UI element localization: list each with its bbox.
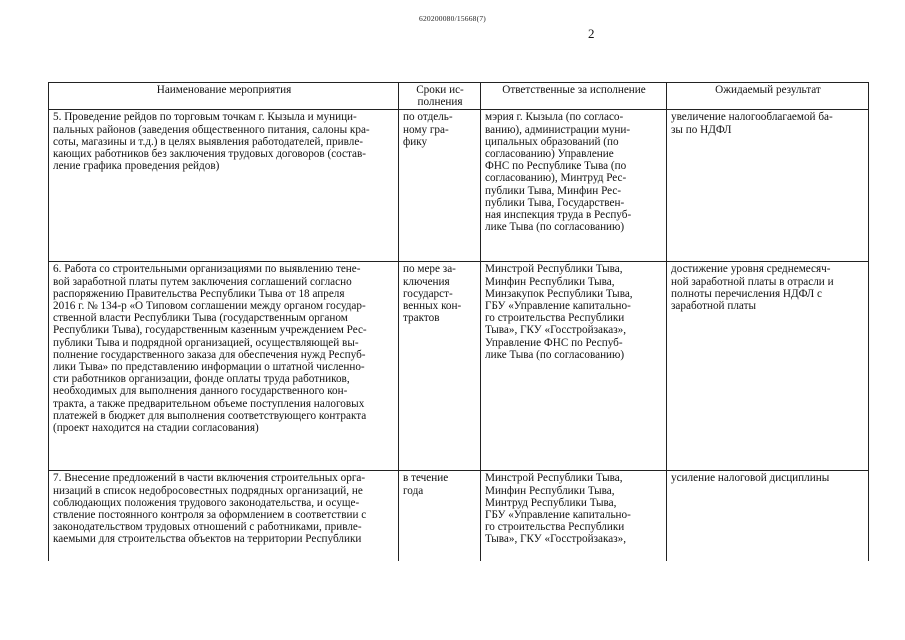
measures-table [48, 82, 869, 561]
table-header-row [49, 83, 869, 110]
result-cell: увеличение налогооблагаемой ба- зы по НДФЛ [667, 110, 869, 262]
header-responsible: Ответственные за исполнение [481, 83, 667, 110]
header-expected-result: Ожидаемый результат [667, 83, 869, 110]
responsible-cell: мэрия г. Кызыла (по согласо- ванию), администрации муни- ципальных образований (по согласованию) Управление ФНС по Республике Тыва (по согласованию), Минтруд Рес- публики Тыва, Минфин Рес- публики Тыва, Государствен- ная инспекция труда в Респуб- лике Тыва (по согласованию) [481, 110, 667, 262]
table-row [49, 262, 869, 471]
deadline-cell: в течение года [399, 471, 481, 561]
measure-cell: 6. Работа со строительными организациями по выявлению тене- вой заработной платы путем заключения соглашений согласно распоряжению Правительства Республики Тыва от 18 апреля 2016 г. № 134-р «О Типовом соглашении между органом государ- ственной власти Республики Тыва (государственным органом Республики Тыва), государственным казенным учреждением Рес- публики Тыва и подрядной организацией, осуществляющей вы- полнение государственного заказа для обеспечения нужд Респуб- лики Тыва» по представлению информации о штатной численно- сти работников организации, фонде оплаты труда работников, необходимых для выполнения данного государственного кон- тракта, а также предварительном объеме поступления налоговых платежей в бюджет для выполнения соответствующего контракта (проект находится на стадии согласования) [49, 262, 399, 471]
header-deadline: Сроки ис- полнения [399, 83, 481, 110]
measure-cell: 7. Внесение предложений в части включения строительных орга- низаций в список недобросовестных подрядных организаций, не соблюдающих положения трудового законодательства, и осуще- ствление постоянного контроля за оформлением в соответствии с законодательством трудовых отношений с работниками, привле- каемыми для строительства объектов на территории Республики [49, 471, 399, 561]
header-measure-name: Наименование мероприятия [49, 83, 399, 110]
table-row [49, 110, 869, 262]
measure-cell: 5. Проведение рейдов по торговым точкам г. Кызыла и муници- пальных районов (заведения общественного питания, салоны кра- соты, магазины и т.д.) в целях выявления работодателей, привле- кающих работников без заключения трудовых договоров (состав- ление графика проведения рейдов) [49, 110, 399, 262]
deadline-cell: по мере за- ключения государст- венных кон- трактов [399, 262, 481, 471]
document-id: 620200080/15668(7) [419, 14, 486, 23]
deadline-cell: по отдель- ному гра- фику [399, 110, 481, 262]
responsible-cell: Минстрой Республики Тыва, Минфин Республики Тыва, Минзакупок Республики Тыва, ГБУ «Управление капитально- го строительства Республики Тыва», ГКУ «Госстройзаказ», Управление ФНС по Респуб- лике Тыва (по согласованию) [481, 262, 667, 471]
table-row [49, 471, 869, 561]
page-number: 2 [588, 26, 595, 41]
result-cell: достижение уровня среднемесяч- ной заработной платы в отрасли и полноты перечисления НДФЛ с заработной платы [667, 262, 869, 471]
result-cell: усиление налоговой дисциплины [667, 471, 869, 561]
responsible-cell: Минстрой Республики Тыва, Минфин Республики Тыва, Минтруд Республики Тыва, ГБУ «Управление капитально- го строительства Республики Тыва», ГКУ «Госстройзаказ», [481, 471, 667, 561]
